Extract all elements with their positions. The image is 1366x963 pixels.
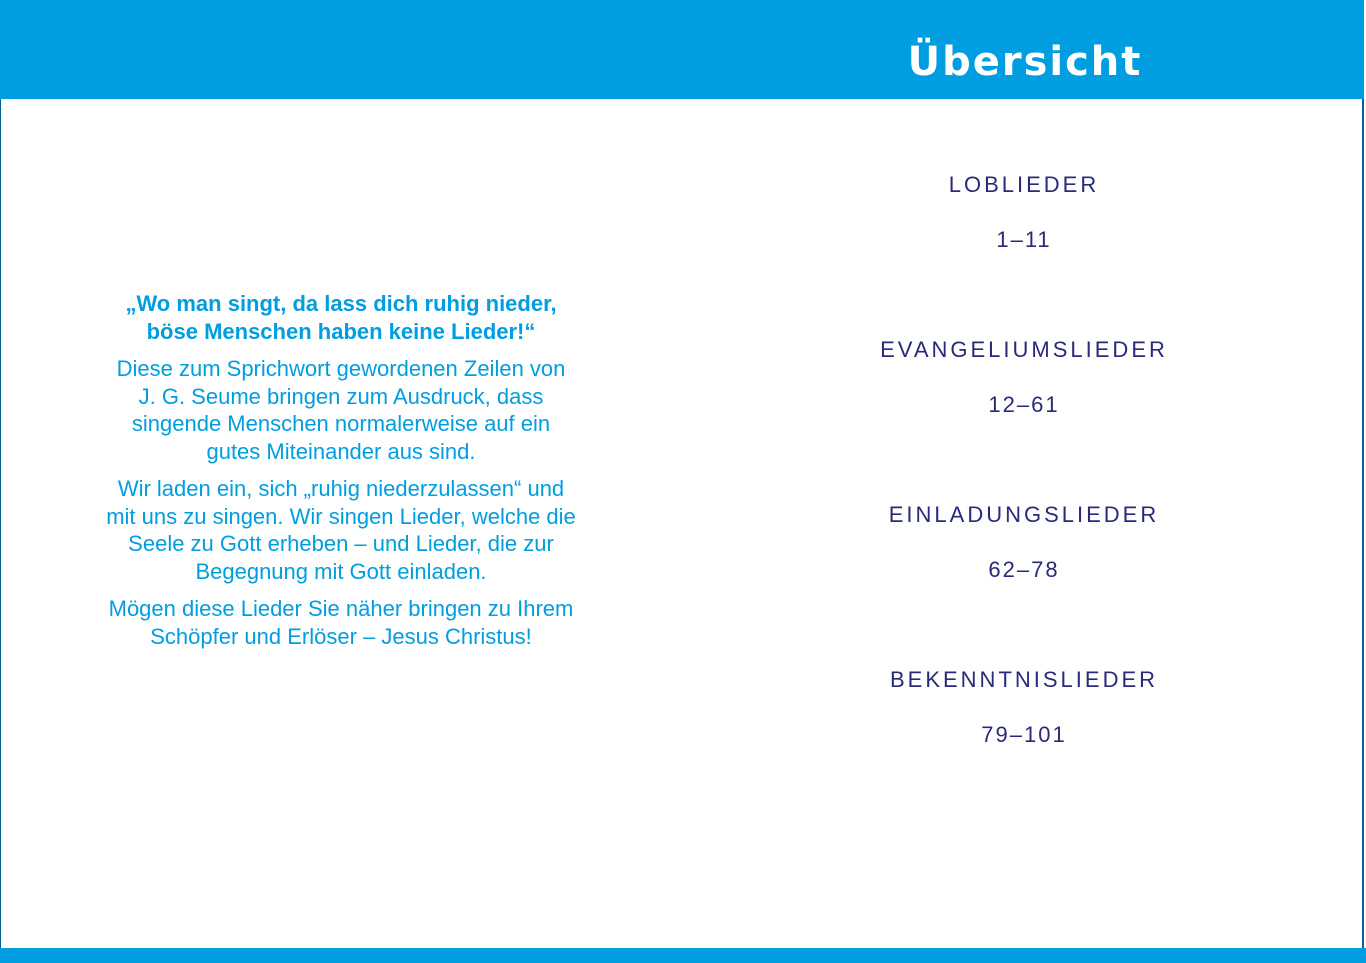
overview-section-loblieder <box>864 170 1184 255</box>
section-name: LOBLIEDER <box>948 172 1100 197</box>
intro-quote: „Wo man singt, da lass dich ruhig nieder, böse Menschen haben keine Lieder!“ <box>125 291 557 344</box>
section-range: 1–11 <box>996 227 1052 252</box>
header-bar <box>0 0 1364 99</box>
overview-section-evangeliumslieder <box>864 335 1184 420</box>
overview-section-einladungslieder <box>864 500 1184 585</box>
page-title: Übersicht <box>907 39 1143 85</box>
section-name: EVANGELIUMSLIEDER <box>880 337 1168 362</box>
intro-paragraph: Wir laden ein, sich „ruhig niederzulassen“ und mit uns zu singen. Wir singen Lieder, welche die Seele zu Gott erheben – und Lieder, die zur Begegnung mit Gott einladen. <box>106 476 576 584</box>
overview-section-bekenntnislieder <box>864 665 1184 750</box>
footer-bar <box>0 948 1366 963</box>
section-range: 79–101 <box>981 722 1067 747</box>
intro-paragraph: Mögen diese Lieder Sie näher bringen zu Ihrem Schöpfer und Erlöser – Jesus Christus! <box>108 596 574 649</box>
intro-text <box>70 290 612 660</box>
section-range: 62–78 <box>988 557 1060 582</box>
intro-paragraph: Diese zum Sprichwort gewordenen Zeilen von J. G. Seume bringen zum Ausdruck, dass singende Menschen normalerweise auf ein gutes Miteinander aus sind. <box>116 356 566 464</box>
section-name: EINLADUNGSLIEDER <box>888 502 1160 527</box>
section-name: BEKENNTNISLIEDER <box>889 667 1159 692</box>
section-range: 12–61 <box>988 392 1060 417</box>
